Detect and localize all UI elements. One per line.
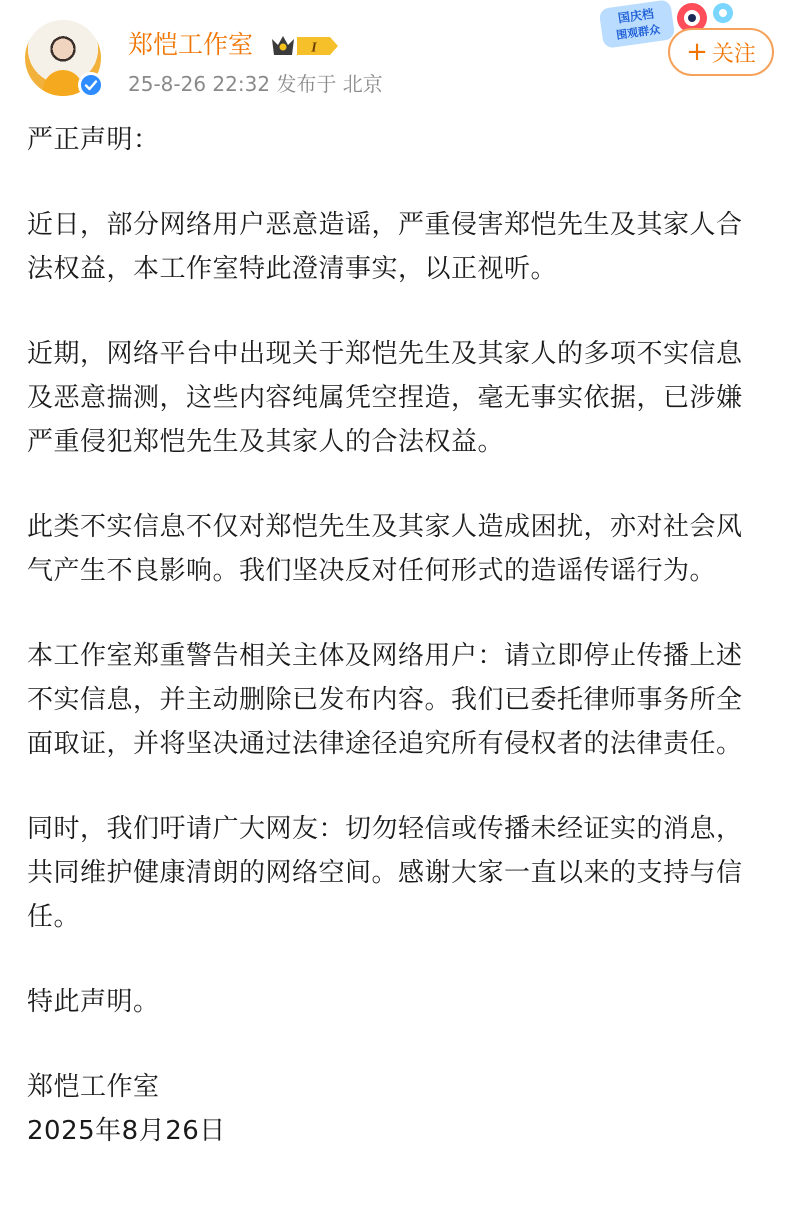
- author-name[interactable]: 郑恺工作室: [128, 30, 254, 59]
- follow-button[interactable]: [668, 28, 774, 76]
- post-header: [0, 0, 800, 110]
- sticker-line1: 国庆档: [617, 6, 655, 26]
- plus-icon: +: [686, 37, 708, 67]
- statement-signature: 郑恺工作室: [27, 1072, 160, 1102]
- statement-paragraph: 本工作室郑重警告相关主体及网络用户：请立即停止传播上述不实信息，并主动删除已发布内容。我们已委托律师事务所全面取证，并将坚决通过法律途径追究所有侵权者的法律责任。: [27, 641, 743, 759]
- vip-level-label: I: [311, 40, 317, 56]
- statement-paragraph: 此类不实信息不仅对郑恺先生及其家人造成困扰，亦对社会风气产生不良影响。我们坚决反对任何形式的造谣传谣行为。: [27, 512, 743, 586]
- statement-closing: 特此声明。: [27, 987, 160, 1017]
- statement-paragraph: 同时，我们吁请广大网友：切勿轻信或传播未经证实的消息，共同维护健康清朗的网络空间。感谢大家一直以来的支持与信任。: [27, 814, 743, 932]
- statement-date: 2025年8月26日: [27, 1116, 226, 1146]
- statement-title: 严正声明：: [27, 125, 160, 155]
- sticker-line2: 围观群众: [615, 22, 661, 42]
- post-content: [27, 118, 762, 1153]
- vip-level-badge: [270, 33, 340, 59]
- statement-paragraph: 近日，部分网络用户恶意造谣，严重侵害郑恺先生及其家人合法权益，本工作室特此澄清事实，以正视听。: [27, 210, 743, 284]
- verified-icon: [78, 72, 104, 98]
- follow-button-label: 关注: [711, 41, 756, 67]
- post-meta: 25-8-26 22:32 发布于 北京: [128, 72, 383, 96]
- statement-paragraph: 近期，网络平台中出现关于郑恺先生及其家人的多项不实信息及恶意揣测，这些内容纯属凭空捏造，毫无事实依据，已涉嫌严重侵犯郑恺先生及其家人的合法权益。: [27, 339, 743, 457]
